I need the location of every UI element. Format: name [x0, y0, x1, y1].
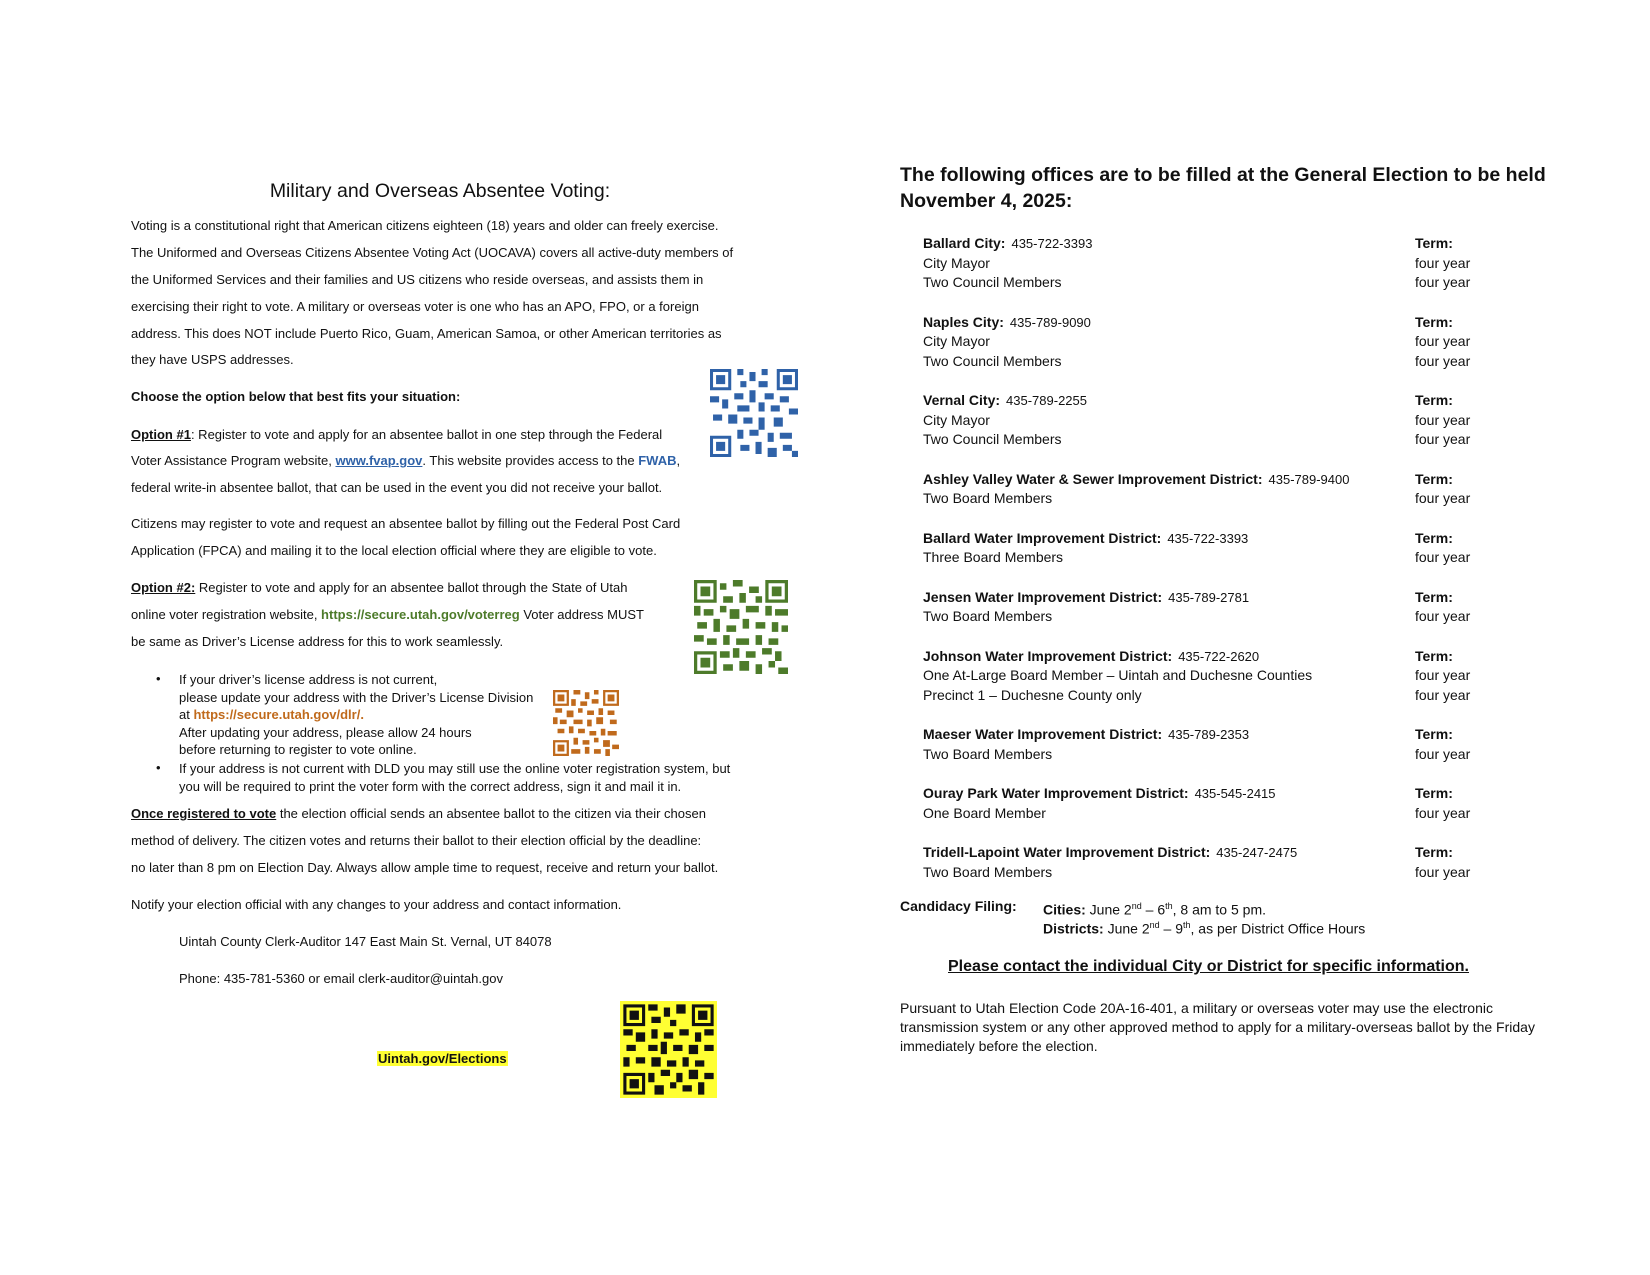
- term-value: four year: [1415, 274, 1471, 290]
- term-value: four year: [1415, 863, 1471, 880]
- office-position: Two Council Members: [923, 431, 1062, 447]
- filing-text: , 8 am to 5 pm.: [1172, 901, 1266, 918]
- office-header: [923, 588, 1249, 607]
- filing-cities-label: Cities:: [1043, 901, 1086, 918]
- filing-label: Candidacy Filing:: [900, 898, 1017, 914]
- bullet1-line: please update your address with the Driver’s License Division: [179, 690, 534, 705]
- office-position: One Board Member: [923, 804, 1046, 821]
- option2-text: Voter address MUST: [519, 607, 644, 622]
- filing-text: June 2: [1085, 901, 1132, 918]
- office-position: Two Council Members: [923, 274, 1062, 290]
- once-line1: [131, 806, 706, 822]
- voterreg-link[interactable]: https://secure.utah.gov/voterreg: [321, 607, 520, 622]
- clerk-phone-email: Phone: 435-781-5360 or email clerk-auditor@uintah.gov: [179, 971, 503, 986]
- office-phone: 435-722-3393: [1011, 236, 1093, 251]
- filing-districts-label: Districts:: [1043, 920, 1104, 937]
- office-position: Precinct 1 – Duchesne County only: [923, 686, 1142, 703]
- bullet1-line: If your driver’s license address is not current,: [179, 672, 438, 687]
- office-position: Two Board Members: [923, 745, 1053, 762]
- filing-districts: [1043, 916, 1365, 938]
- option2-text: Register to vote and apply for an absentee ballot through the State of Utah: [195, 580, 628, 595]
- office-phone: 435-789-2255: [1006, 393, 1087, 408]
- intro-line: exercising their right to vote. A military or overseas voter is one who has an APO, FPO, or a foreign: [131, 299, 699, 314]
- filing-text: June 2: [1103, 920, 1150, 937]
- term-value: four year: [1415, 333, 1471, 349]
- term-value: four year: [1415, 431, 1471, 447]
- citizens-line: Application (FPCA) and mailing it to the local election official where they are eligible to vote.: [131, 543, 657, 558]
- office-header: [923, 391, 1087, 410]
- office-name: Ballard City:: [923, 235, 1006, 251]
- left-title: Military and Overseas Absentee Voting:: [269, 180, 611, 202]
- website-qr-code[interactable]: [620, 1001, 717, 1098]
- contact-notice: Please contact the individual City or District for specific information.: [948, 958, 1469, 975]
- office-header: [923, 784, 1276, 803]
- office-header: [923, 234, 1092, 253]
- office-phone: 435-789-2353: [1168, 727, 1250, 742]
- office-phone: 435-789-2781: [1168, 589, 1250, 605]
- bullet2-line: If your address is not current with DLD you may still use the online voter registration system, but: [179, 761, 731, 776]
- term-value: four year: [1415, 745, 1471, 762]
- office-position: Two Board Members: [923, 608, 1053, 624]
- option1-text: Voter Assistance Program website,: [131, 453, 336, 468]
- office-name: Jensen Water Improvement District:: [923, 588, 1163, 605]
- term-value: four year: [1415, 686, 1471, 703]
- option1-text: ,: [676, 453, 681, 468]
- term-label: Term:: [1415, 529, 1453, 546]
- office-header: [923, 529, 1248, 548]
- term-label: Term:: [1415, 470, 1453, 487]
- filing-text: , as per District Office Hours: [1190, 920, 1366, 937]
- term-label: Term:: [1415, 235, 1453, 251]
- office-phone: 435-789-9400: [1268, 471, 1350, 487]
- office-position: City Mayor: [923, 333, 990, 349]
- office-name: Naples City:: [923, 313, 1004, 330]
- office-header: [923, 313, 1091, 332]
- office-position: Two Board Members: [923, 863, 1053, 880]
- fvap-link[interactable]: www.fvap.gov: [335, 453, 423, 468]
- term-value: four year: [1415, 608, 1471, 624]
- term-value: four year: [1415, 254, 1471, 271]
- office-phone: 435-247-2475: [1216, 845, 1298, 860]
- term-value: four year: [1415, 490, 1471, 506]
- filing-sup: th: [1183, 920, 1191, 930]
- once-text: the election official sends an absentee ballot to the citizen via their chosen: [276, 806, 706, 821]
- right-title-line2: November 4, 2025:: [900, 190, 1073, 212]
- office-header: [923, 470, 1349, 489]
- term-value: four year: [1415, 411, 1471, 428]
- option1-line2: [131, 453, 680, 469]
- bullet1-text: at: [179, 707, 194, 722]
- bullet1-line: After updating your address, please allow 24 hours: [179, 725, 472, 740]
- term-label: Term:: [1415, 844, 1453, 860]
- once-line3: no later than 8 pm on Election Day. Always allow ample time to request, receive and return your ballot.: [131, 860, 719, 875]
- intro-line: they have USPS addresses.: [131, 352, 294, 367]
- term-label: Term:: [1415, 647, 1453, 664]
- term-label: Term:: [1415, 588, 1453, 605]
- website-text: Uintah.gov/Elections: [378, 1051, 507, 1066]
- citizens-line: Citizens may register to vote and request an absentee ballot by filling out the Federal Post Card: [131, 516, 681, 531]
- filing-sup: th: [1165, 901, 1173, 911]
- term-value: four year: [1415, 667, 1471, 683]
- office-phone: 435-722-3393: [1167, 530, 1249, 546]
- bullet-mark: •: [156, 760, 161, 775]
- intro-line: Voting is a constitutional right that American citizens eighteen (18) years and older can freely exercise.: [131, 218, 719, 233]
- right-title-line1: The following offices are to be filled at the General Election to be held: [900, 164, 1546, 186]
- term-value: four year: [1415, 549, 1471, 565]
- dlr-link[interactable]: https://secure.utah.gov/dlr/.: [193, 707, 364, 722]
- filing-text: – 9: [1159, 920, 1183, 937]
- office-name: Ballard Water Improvement District:: [923, 529, 1162, 546]
- option2-text: online voter registration website,: [131, 607, 322, 622]
- once-label: Once registered to vote: [131, 806, 277, 821]
- office-phone: 435-789-9090: [1009, 314, 1091, 330]
- office-position: Two Council Members: [923, 352, 1062, 369]
- pursuant-paragraph: Pursuant to Utah Election Code 20A-16-401, a military or overseas voter may use the electronic transmission system or any other approved method to apply for a military-overseas ballot by the Friday immediately before the election.: [900, 1000, 1535, 1054]
- office-position: City Mayor: [923, 254, 990, 271]
- office-header: [923, 647, 1259, 666]
- bullet2-line: you will be required to print the voter form with the correct address, sign it and mail it in.: [179, 779, 682, 794]
- office-name: Maeser Water Improvement District:: [923, 726, 1163, 742]
- intro-line: the Uniformed Services and their families and US citizens who reside overseas, and assists them in: [131, 272, 704, 287]
- term-value: four year: [1415, 804, 1471, 821]
- bullet1-line: before returning to register to vote online.: [179, 742, 417, 757]
- office-position: City Mayor: [923, 411, 990, 428]
- option2-line2: [131, 607, 644, 623]
- term-label: Term:: [1415, 726, 1453, 742]
- notify-line: Notify your election official with any changes to your address and contact information.: [131, 897, 622, 912]
- choose-heading: Choose the option below that best fits your situation:: [131, 389, 461, 404]
- option1-text: : Register to vote and apply for an absentee ballot in one step through the Federal: [190, 427, 663, 442]
- office-name: Johnson Water Improvement District:: [923, 647, 1173, 664]
- office-position: Three Board Members: [923, 549, 1064, 565]
- office-phone: 435-722-2620: [1178, 648, 1260, 664]
- office-position: One At-Large Board Member – Uintah and Duchesne Counties: [923, 667, 1313, 683]
- filing-sup: nd: [1149, 920, 1160, 930]
- fvap-qr-code[interactable]: [710, 369, 798, 457]
- voterreg-qr-code[interactable]: [694, 580, 788, 674]
- office-name: Ouray Park Water Improvement District:: [923, 785, 1189, 801]
- dlr-qr-code[interactable]: [553, 690, 619, 756]
- office-position: Two Board Members: [923, 490, 1053, 506]
- option1-label: Option #1: [131, 427, 191, 442]
- office-header: [923, 843, 1297, 862]
- filing-text: – 6: [1141, 901, 1166, 918]
- intro-line: The Uniformed and Overseas Citizens Absentee Voting Act (UOCAVA) covers all active-duty members of: [131, 245, 734, 260]
- office-name: Tridell-Lapoint Water Improvement District:: [923, 844, 1211, 860]
- office-name: Ashley Valley Water & Sewer Improvement District:: [923, 470, 1263, 487]
- bullet-mark: •: [156, 671, 161, 686]
- term-label: Term:: [1415, 392, 1453, 408]
- office-phone: 435-545-2415: [1194, 786, 1276, 801]
- clerk-address: Uintah County Clerk-Auditor 147 East Main St. Vernal, UT 84078: [179, 934, 552, 949]
- option2-label: Option #2:: [131, 580, 196, 595]
- right-title: [900, 162, 1550, 214]
- option1-line3: federal write-in absentee ballot, that can be used in the event you did not receive your ballot.: [131, 480, 663, 495]
- website-link[interactable]: [377, 1051, 508, 1067]
- term-value: four year: [1415, 352, 1471, 369]
- bullet1-line: [179, 707, 364, 723]
- term-label: Term:: [1415, 785, 1453, 801]
- office-header: [923, 725, 1249, 744]
- filing-sup: nd: [1131, 901, 1142, 911]
- term-label: Term:: [1415, 313, 1453, 330]
- intro-line: address. This does NOT include Puerto Rico, Guam, American Samoa, or other American territories as: [131, 326, 722, 341]
- once-line2: method of delivery. The citizen votes and returns their ballot to their election official by the deadline:: [131, 833, 702, 848]
- fwab-label: FWAB: [638, 453, 677, 468]
- option1-line1: [131, 427, 662, 443]
- option2-line1: [131, 580, 627, 596]
- option1-text: . This website provides access to the: [422, 453, 639, 468]
- option2-line3: be same as Driver’s License address for this to work seamlessly.: [131, 634, 504, 649]
- office-name: Vernal City:: [923, 392, 1001, 408]
